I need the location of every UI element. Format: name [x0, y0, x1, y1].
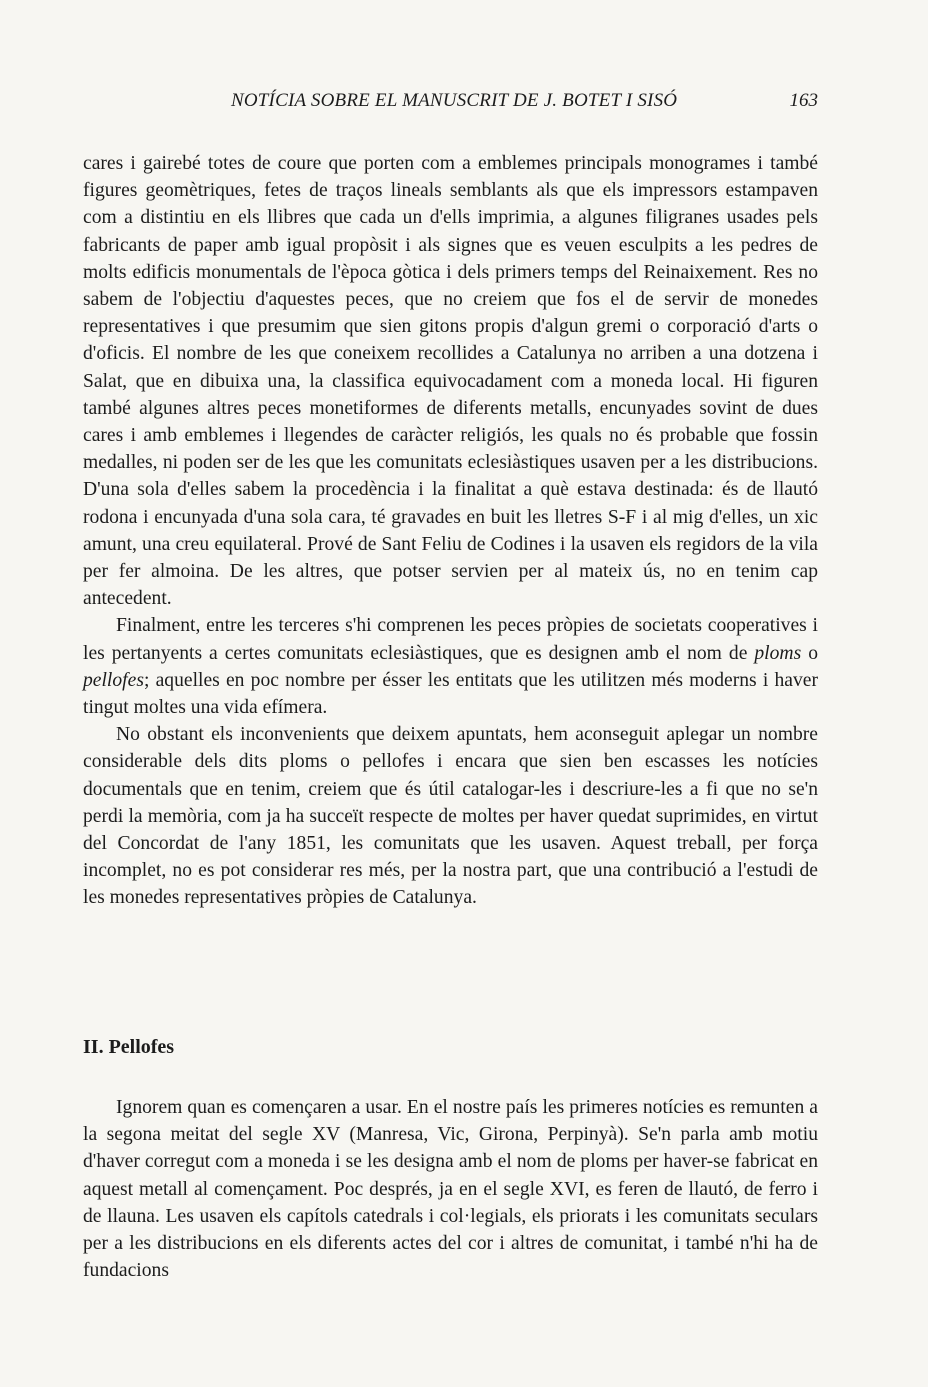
section-heading: II. Pellofes: [83, 1036, 175, 1058]
running-title: NOTÍCIA SOBRE EL MANUSCRIT DE J. BOTET I SISÓ: [231, 90, 678, 111]
paragraph-text: ; aquelles en poc nombre per ésser les entitats que les utilitzen més moderns i haver tingut moltes una vida efímera.: [83, 669, 818, 719]
page-number: 163: [789, 90, 818, 111]
italic-term: ploms: [754, 642, 802, 664]
paragraph: Ignorem quan es començaren a usar. En el nostre país les primeres notícies es remunten a la segona meitat del segle XV (Manresa, Vic, Girona, Perpinyà). Se'n parla amb motiu d'haver corregut com a moneda i se les designa amb el nom de ploms per haver-se fabricat en aquest metall al començament. Poc després, ja en el segle XVI, es feren de llautó, de ferro i de llauna. Les usaven els capítols catedrals i col·legials, els priorats i les comunitats seculars per a les distribucions en els diferents actes del cor i altres de comunitat, i també n'hi ha de fundacions: [83, 1097, 818, 1282]
paragraph-text: Finalment, entre les terceres s'hi comprenen les peces pròpies de societats cooperatives i les pertanyents a certes comunitats eclesiàstiques, que es designen amb el nom de: [83, 615, 818, 664]
paragraph: [83, 612, 818, 721]
section-body: [83, 1094, 818, 1284]
paragraph-text: o: [801, 642, 818, 664]
running-head: [83, 90, 818, 120]
body-text: [83, 150, 818, 912]
paragraph: No obstant els inconvenients que deixem apuntats, hem aconseguit aplegar un nombre considerable dels dits ploms o pellofes i encara que sien ben escasses les notícies documentals que en tenim, creiem que és útil catalogar-les i descriure-les a fi que no se'n perdi la memòria, com ja ha succeït respecte de moltes per haver quedat suprimides, en virtut del Concordat de l'any 1851, les comunitats que les usaven. Aquest treball, per força incomplet, no es pot considerar res més, per la nostra part, que una contribució a l'estudi de les monedes representatives pròpies de Catalunya.: [83, 724, 818, 909]
paragraph: cares i gairebé totes de coure que porten com a emblemes principals monogrames i també figures geomètriques, fetes de traços lineals semblants als que els impressors estampaven com a distintiu en els llibres que cada un d'ells imprimia, a algunes filigranes usades pels fabricants de paper amb igual propòsit i als signes que es veuen esculpits a les pedres de molts edificis monumentals de l'època gòtica i dels primers temps del Reinaixement. Res no sabem de l'objectiu d'aquestes peces, que no creiem que fos el de servir de monedes representatives i que presumim que sien gitons propis d'algun gremi o corporació d'arts o d'oficis. El nombre de les que coneixem recollides a Catalunya no arriben a una dotzena i Salat, que en dibuixa una, la classifica equivocadament com a moneda local. Hi figuren també algunes altres peces monetiformes de diferents metalls, encunyades sovint de dues cares i amb emblemes i llegendes de caràcter religiós, les quals no és probable que fossin medalles, ni poden ser de les que les comunitats eclesiàstiques usaven per a les distribucions. D'una sola d'elles sabem la procedència i la finalitat a què estava destinada: és de llautó rodona i encunyada d'una sola cara, té gravades en buit les lletres S-F i al mig d'elles, un xic amunt, una creu equilateral. Prové de Sant Feliu de Codines i la usaven els regidors de la vila per fer almoina. De les altres, que potser servien per al mateix ús, no en tenim cap antecedent.: [83, 153, 818, 610]
italic-term: pellofes: [83, 669, 144, 691]
